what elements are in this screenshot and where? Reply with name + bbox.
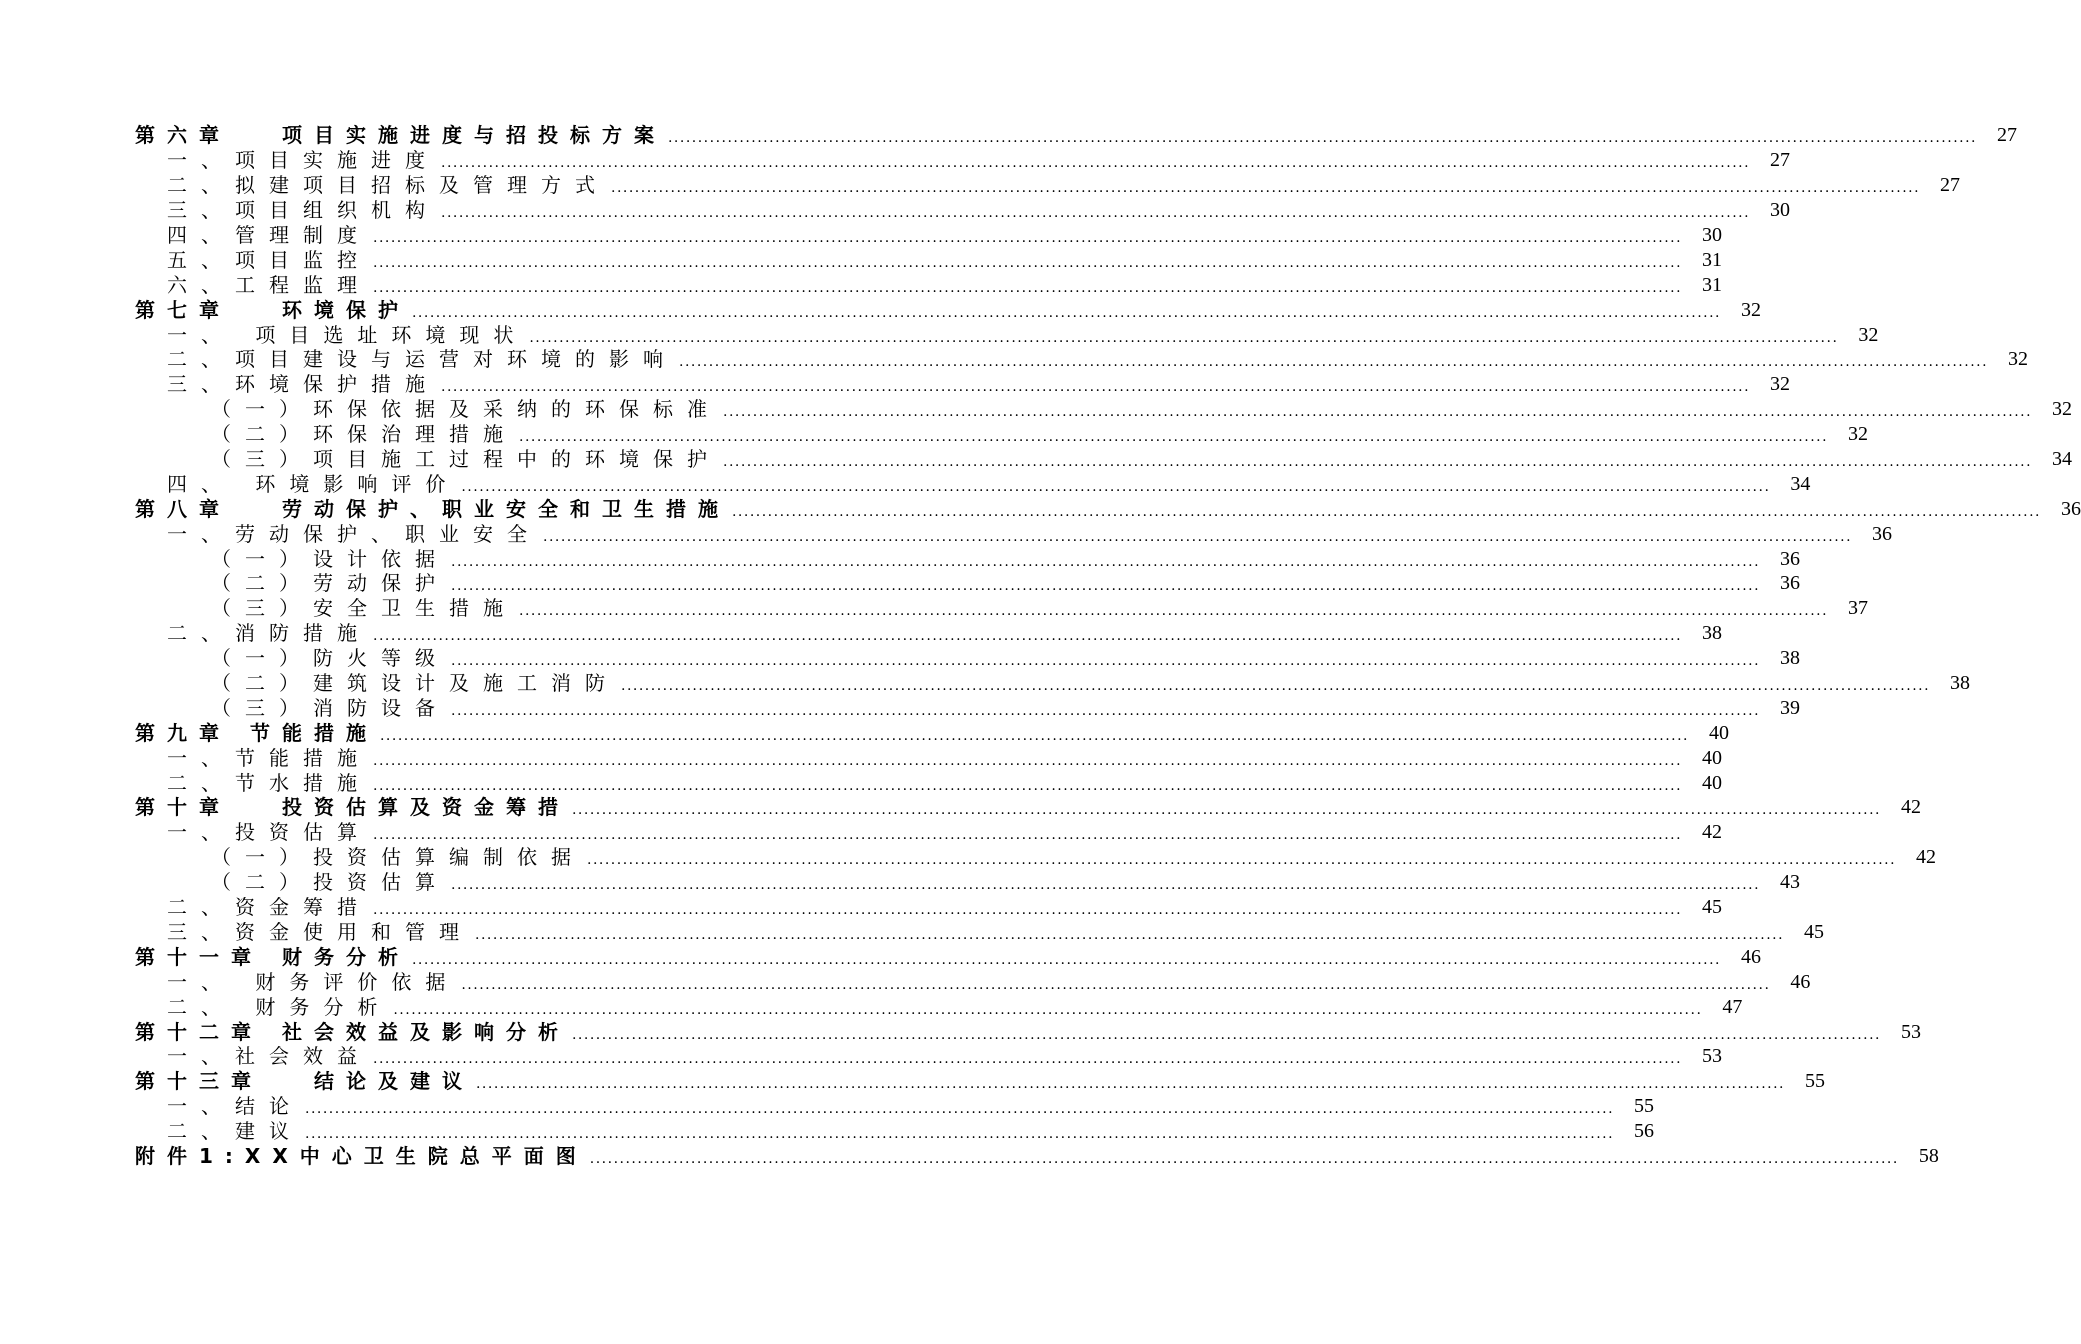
toc-entry-title: （一）投资估算编制依据: [211, 845, 585, 870]
toc-section-row[interactable]: [135, 1119, 1655, 1144]
toc-entry-title: （二）环保治理措施: [211, 422, 517, 447]
toc-entry-title: 一、劳动保护、职业安全: [167, 521, 541, 546]
toc-page-number: 40: [1702, 771, 1723, 794]
toc-section-row[interactable]: [135, 447, 2073, 472]
toc-page-number: 27: [1997, 124, 2018, 147]
toc-entry-title: 三、环境保护措施: [167, 372, 439, 397]
toc-entry-title: （二）建筑设计及施工消防: [211, 671, 619, 696]
toc-section-row[interactable]: [135, 422, 1869, 447]
dot-leader: ............................................................................................................................................................................................................................: [529, 329, 1839, 346]
toc-entry-title: 第七章 环境保护: [135, 297, 410, 322]
toc-page-number: 32: [1741, 298, 1762, 321]
toc-entry-title: 二、资金筹措: [167, 895, 371, 920]
toc-page-number: 45: [1804, 920, 1825, 943]
toc-page-number: 30: [1770, 199, 1791, 222]
dot-leader: ............................................................................................................................................................................................................................: [451, 702, 1761, 719]
dot-leader: ............................................................................................................................................................................................................................: [451, 578, 1761, 595]
toc-section-row[interactable]: [135, 870, 1801, 895]
dot-leader: ............................................................................................................................................................................................................................: [373, 752, 1683, 769]
toc-entry-title: （二）投资估算: [211, 870, 449, 895]
toc-chapter-row[interactable]: [135, 496, 2081, 521]
toc-section-row[interactable]: [135, 994, 1743, 1019]
dot-leader: ............................................................................................................................................................................................................................: [461, 478, 1771, 495]
toc-section-row[interactable]: [135, 621, 1723, 646]
toc-page-number: 32: [2052, 398, 2073, 421]
dot-leader: ............................................................................................................................................................................................................................: [305, 1126, 1615, 1143]
toc-section-row[interactable]: [135, 372, 1791, 397]
toc-entry-title: 二、建议: [167, 1119, 303, 1144]
toc-page-number: 39: [1780, 696, 1801, 719]
toc-section-row[interactable]: [135, 1094, 1655, 1119]
toc-entry-title: 一、 财务评价依据: [167, 969, 460, 994]
toc-page-number: 32: [1848, 423, 1869, 446]
dot-leader: ............................................................................................................................................................................................................................: [411, 951, 1722, 968]
toc-section-row[interactable]: [135, 969, 1811, 994]
toc-entry-title: 三、项目组织机构: [167, 198, 439, 223]
toc-entry-title: 第六章 项目实施进度与招投标方案: [135, 123, 666, 148]
toc-page-number: 36: [1780, 547, 1801, 570]
toc-entry-title: 第九章 节能措施: [135, 720, 378, 745]
toc-entry-title: 一、投资估算: [167, 820, 371, 845]
dot-leader: ............................................................................................................................................................................................................................: [451, 553, 1761, 570]
toc-section-row[interactable]: [135, 695, 1801, 720]
dot-leader: ............................................................................................................................................................................................................................: [379, 727, 1690, 744]
dot-leader: ............................................................................................................................................................................................................................: [373, 902, 1683, 919]
toc-section-row[interactable]: [135, 173, 1961, 198]
toc-chapter-row[interactable]: [135, 795, 1922, 820]
toc-page-number: 56: [1634, 1120, 1655, 1143]
toc-page-number: 38: [1950, 672, 1971, 695]
toc-entry-title: 五、项目监控: [167, 247, 371, 272]
toc-page-number: 55: [1634, 1095, 1655, 1118]
toc-entry-title: 第八章 劳动保护、职业安全和卫生措施: [135, 496, 730, 521]
toc-chapter-row[interactable]: [135, 1143, 1939, 1169]
dot-leader: ............................................................................................................................................................................................................................: [589, 1150, 1899, 1167]
toc-page-number: 40: [1702, 746, 1723, 769]
dot-leader: ............................................................................................................................................................................................................................: [411, 304, 1722, 321]
dot-leader: ............................................................................................................................................................................................................................: [571, 1026, 1882, 1043]
toc-page-number: 31: [1702, 273, 1723, 296]
toc-entry-title: 二、消防措施: [167, 621, 371, 646]
dot-leader: ............................................................................................................................................................................................................................: [475, 926, 1785, 943]
dot-leader: ............................................................................................................................................................................................................................: [611, 180, 1921, 197]
toc-section-row[interactable]: [135, 845, 1937, 870]
dot-leader: ............................................................................................................................................................................................................................: [571, 802, 1882, 819]
dot-leader: ............................................................................................................................................................................................................................: [393, 1001, 1703, 1018]
toc-entry-title: 第十二章 社会效益及影响分析: [135, 1019, 570, 1044]
toc-page-number: 32: [1858, 323, 1879, 346]
dot-leader: ............................................................................................................................................................................................................................: [373, 1051, 1683, 1068]
dot-leader: ............................................................................................................................................................................................................................: [373, 254, 1683, 271]
toc-chapter-row[interactable]: [135, 720, 1730, 745]
toc-entry-title: （三）项目施工过程中的环境保护: [211, 447, 721, 472]
toc-section-row[interactable]: [135, 745, 1723, 770]
dot-leader: ............................................................................................................................................................................................................................: [441, 205, 1751, 222]
toc-entry-title: （一）防火等级: [211, 646, 449, 671]
dot-leader: ............................................................................................................................................................................................................................: [519, 603, 1829, 620]
dot-leader: ............................................................................................................................................................................................................................: [373, 230, 1683, 246]
toc-entry-title: 一、结论: [167, 1094, 303, 1119]
dot-leader: ............................................................................................................................................................................................................................: [441, 379, 1751, 396]
toc-page-number: 53: [1901, 1020, 1922, 1043]
toc-page-number: 46: [1741, 945, 1762, 968]
toc-section-row[interactable]: [135, 322, 1879, 347]
toc-entry-title: 四、 环境影响评价: [167, 471, 460, 496]
dot-leader: ............................................................................................................................................................................................................................: [543, 528, 1853, 545]
toc-entry-title: （三）消防设备: [211, 695, 449, 720]
toc-entry-title: 一、 项目选址环境现状: [167, 322, 528, 347]
toc-entry-title: 第十章 投资估算及资金筹措: [135, 795, 570, 820]
toc-entry-title: 二、拟建项目招标及管理方式: [167, 173, 609, 198]
toc-section-row[interactable]: [135, 223, 1723, 248]
toc-entry-title: （二）劳动保护: [211, 571, 449, 596]
toc-entry-title: 二、项目建设与运营对环境的影响: [167, 347, 677, 372]
toc-page-number: 30: [1702, 224, 1723, 246]
dot-leader: ............................................................................................................................................................................................................................: [723, 404, 2033, 421]
dot-leader: ............................................................................................................................................................................................................................: [731, 503, 2042, 520]
toc-page-number: 42: [1901, 796, 1922, 819]
toc-section-row[interactable]: [135, 521, 1893, 546]
toc-page-number: 43: [1780, 871, 1801, 894]
dot-leader: ............................................................................................................................................................................................................................: [679, 354, 1989, 371]
toc-section-row[interactable]: [135, 571, 1801, 596]
toc-page-number: 42: [1702, 821, 1723, 844]
toc-page-number: 47: [1722, 995, 1743, 1018]
toc-section-row[interactable]: [135, 671, 1971, 696]
toc-page-number: 36: [1780, 572, 1801, 595]
dot-leader: ............................................................................................................................................................................................................................: [373, 777, 1683, 794]
toc-entry-title: （一）设计依据: [211, 546, 449, 571]
dot-leader: ............................................................................................................................................................................................................................: [461, 976, 1771, 993]
toc-page-number: 58: [1918, 1144, 1939, 1167]
toc-page-number: 32: [2008, 348, 2029, 371]
dot-leader: ............................................................................................................................................................................................................................: [373, 827, 1683, 844]
toc-chapter-row[interactable]: [135, 1069, 1826, 1094]
toc-section-row[interactable]: [135, 272, 1723, 297]
toc-section-row[interactable]: [135, 471, 1811, 496]
dot-leader: ............................................................................................................................................................................................................................: [519, 429, 1829, 446]
toc-chapter-row[interactable]: [135, 944, 1762, 969]
toc-entry-title: 三、资金使用和管理: [167, 919, 473, 944]
toc-entry-title: 二、 财务分析: [167, 994, 392, 1019]
toc-page-number: 46: [1790, 970, 1811, 993]
toc-section-row[interactable]: [135, 347, 2029, 372]
toc-page-number: 45: [1702, 896, 1723, 919]
toc-page-number: 40: [1709, 721, 1730, 744]
toc-page-number: 37: [1848, 597, 1869, 620]
dot-leader: ............................................................................................................................................................................................................................: [305, 1101, 1615, 1118]
toc-section-row[interactable]: [135, 247, 1723, 272]
toc-entry-title: 一、节能措施: [167, 745, 371, 770]
toc-page-number: 36: [2061, 497, 2081, 520]
toc-section-row[interactable]: [135, 198, 1791, 223]
toc-entry-title: 四、管理制度: [167, 223, 371, 247]
toc-page-number: 36: [1872, 522, 1893, 545]
toc-entry-title: 第十三章 结论及建议: [135, 1069, 474, 1094]
toc-entry-title: 一、社会效益: [167, 1044, 371, 1069]
toc-section-row[interactable]: [135, 148, 1791, 173]
dot-leader: ............................................................................................................................................................................................................................: [667, 130, 1978, 147]
dot-leader: ............................................................................................................................................................................................................................: [475, 1076, 1786, 1093]
dot-leader: ............................................................................................................................................................................................................................: [587, 852, 1897, 869]
toc-chapter-row[interactable]: [135, 297, 1762, 322]
dot-leader: ............................................................................................................................................................................................................................: [621, 678, 1931, 695]
toc-entry-title: 六、工程监理: [167, 272, 371, 297]
toc-section-row[interactable]: [135, 1044, 1723, 1069]
toc-page-number: 34: [1790, 472, 1811, 495]
toc-entry-title: 第十一章 财务分析: [135, 944, 410, 969]
toc-section-row[interactable]: [135, 596, 1869, 621]
toc-entry-title: 一、项目实施进度: [167, 148, 439, 173]
toc-section-row[interactable]: [135, 770, 1723, 795]
toc-page-number: 32: [1770, 373, 1791, 396]
dot-leader: ............................................................................................................................................................................................................................: [373, 279, 1683, 296]
toc-entry-title: 附件1:XX中心卫生院总平面图: [135, 1143, 588, 1168]
toc-section-row[interactable]: [135, 820, 1723, 845]
toc-page-number: 34: [2052, 448, 2073, 471]
dot-leader: ............................................................................................................................................................................................................................: [723, 454, 2033, 471]
toc-page-number: 27: [1770, 149, 1791, 172]
toc-page-number: 38: [1702, 622, 1723, 645]
dot-leader: ............................................................................................................................................................................................................................: [451, 877, 1761, 894]
toc-section-row[interactable]: [135, 397, 2073, 422]
toc-entry-title: 二、节水措施: [167, 770, 371, 795]
toc-page-number: 31: [1702, 248, 1723, 271]
toc-section-row[interactable]: [135, 646, 1801, 671]
toc-entry-title: （三）安全卫生措施: [211, 596, 517, 621]
toc-chapter-row[interactable]: [135, 123, 2018, 148]
dot-leader: ............................................................................................................................................................................................................................: [441, 155, 1751, 172]
table-of-contents: [135, 123, 2081, 1168]
toc-page-number: 38: [1780, 647, 1801, 670]
toc-section-row[interactable]: [135, 546, 1801, 571]
toc-chapter-row[interactable]: [135, 1019, 1922, 1044]
dot-leader: ............................................................................................................................................................................................................................: [451, 653, 1761, 670]
dot-leader: ............................................................................................................................................................................................................................: [373, 628, 1683, 645]
toc-section-row[interactable]: [135, 895, 1723, 920]
toc-page-number: 55: [1805, 1070, 1826, 1093]
toc-page-number: 42: [1916, 846, 1937, 869]
toc-section-row[interactable]: [135, 919, 1825, 945]
toc-entry-title: （一）环保依据及采纳的环保标准: [211, 397, 721, 422]
toc-page-number: 53: [1702, 1045, 1723, 1068]
toc-page-number: 27: [1940, 174, 1961, 197]
